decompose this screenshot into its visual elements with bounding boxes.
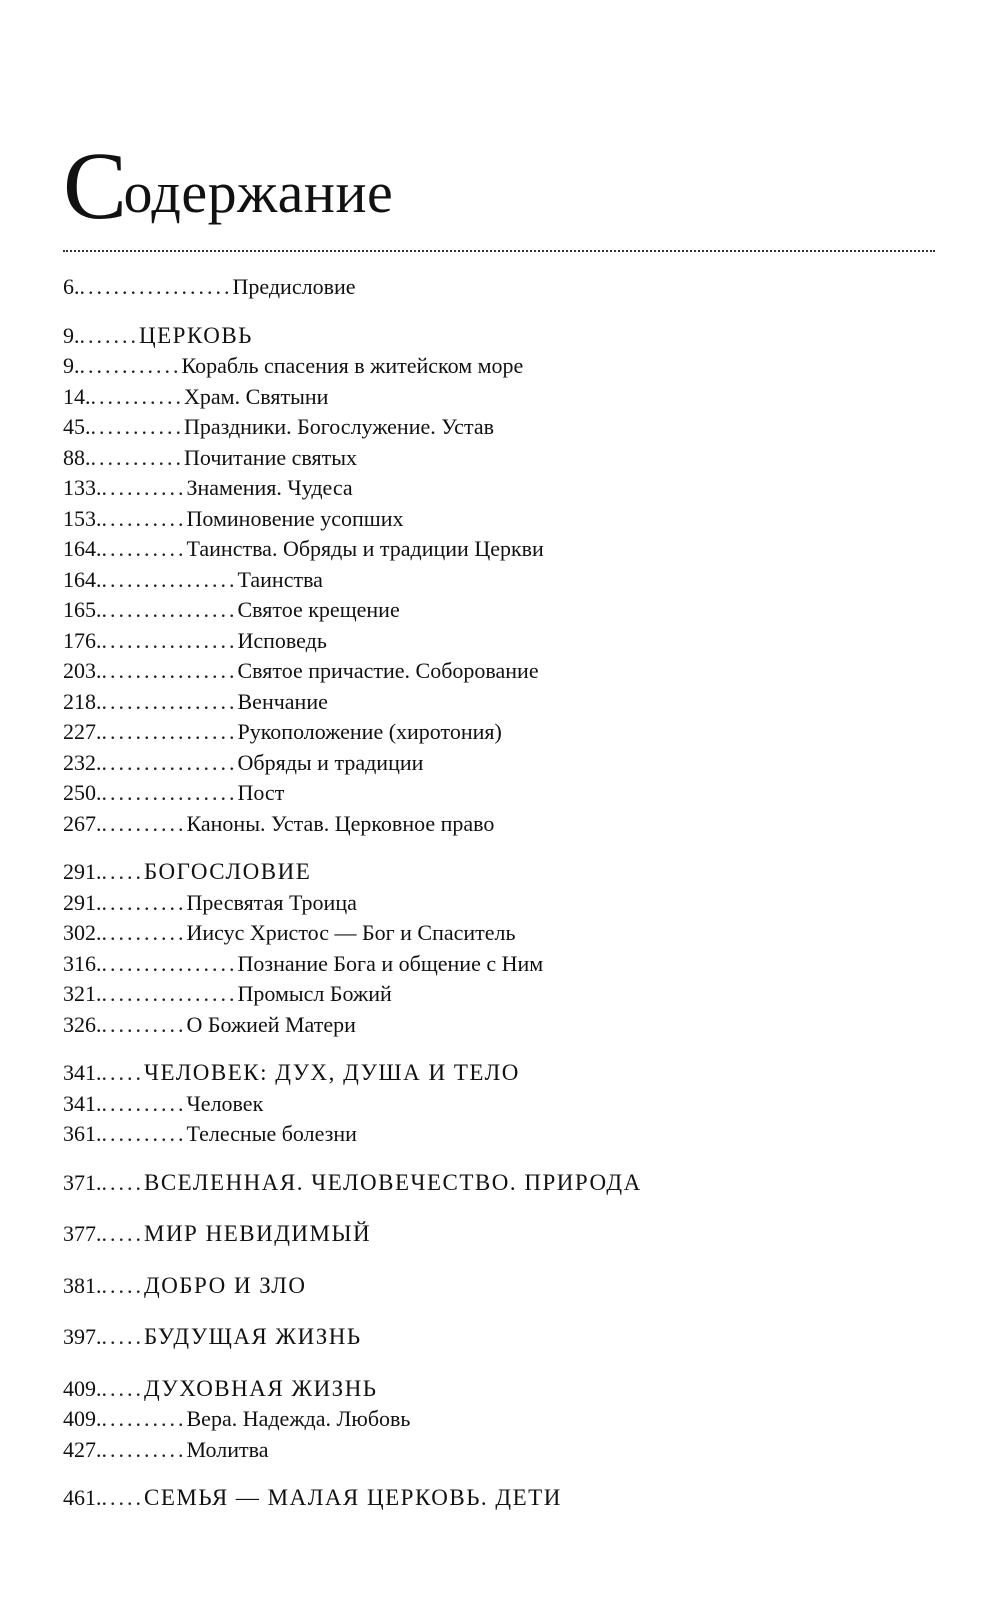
toc-leader: ..... xyxy=(101,1060,144,1085)
toc-page-number: 341. xyxy=(63,1090,102,1116)
toc-entry xyxy=(63,504,943,535)
toc-label: Исповедь xyxy=(237,627,327,653)
toc-section xyxy=(63,1374,943,1405)
toc-label: Святое причастие. Соборование xyxy=(237,658,539,683)
toc-leader: ................ xyxy=(101,981,238,1006)
toc-page-number: 165. xyxy=(63,597,102,622)
toc-page-number: 267. xyxy=(63,810,102,836)
toc-page-number: 133. xyxy=(63,475,102,500)
toc-leader: ..... xyxy=(101,1272,144,1298)
toc-entry xyxy=(63,748,943,779)
toc-page-number: 176. xyxy=(63,627,102,653)
toc-section xyxy=(63,1483,943,1514)
toc-label: Познание Бога и общение с Ним xyxy=(237,950,544,976)
toc-leader: .......... xyxy=(101,920,187,945)
toc-page-number: 381. xyxy=(63,1272,102,1298)
toc-page-number: 164. xyxy=(63,566,102,592)
toc-page-number: 427. xyxy=(63,1436,102,1462)
toc-label: Венчание xyxy=(237,688,328,714)
title-initial: С xyxy=(63,132,128,239)
toc-label: О Божией Матери xyxy=(186,1011,356,1037)
toc-leader: ........... xyxy=(90,444,184,470)
toc-leader: ..... xyxy=(101,1375,144,1401)
toc-page-number: 461. xyxy=(63,1485,102,1510)
toc-leader: ................ xyxy=(101,749,238,775)
toc-page-number: 218. xyxy=(63,688,102,714)
toc-entry xyxy=(63,1119,943,1150)
toc-leader: ....... xyxy=(79,322,139,348)
toc-page-number: 341. xyxy=(63,1060,102,1085)
toc-leader: ................ xyxy=(101,719,238,744)
toc-leader: .......... xyxy=(101,1121,187,1146)
toc-leader: .......... xyxy=(101,889,187,915)
toc-section xyxy=(63,1058,943,1089)
toc-page-number: 14. xyxy=(63,383,91,409)
toc-leader: .......... xyxy=(101,536,187,561)
toc-label: МИР НЕВИДИМЫЙ xyxy=(144,1221,372,1246)
toc-leader: ..... xyxy=(101,859,144,884)
toc-entry xyxy=(63,888,943,919)
toc-leader: .......... xyxy=(101,1011,187,1037)
toc-entry xyxy=(63,656,943,687)
toc-entry xyxy=(63,1435,943,1466)
toc-entry xyxy=(63,717,943,748)
toc-label: Корабль спасения в житейском море xyxy=(181,353,524,378)
toc-label: Святое крещение xyxy=(237,597,400,622)
toc-page-number: 371. xyxy=(63,1169,102,1195)
toc-page-number: 227. xyxy=(63,719,102,744)
toc-entry xyxy=(63,534,943,565)
toc-label: Иисус Христос — Бог и Спаситель xyxy=(186,920,516,945)
toc-page-number: 316. xyxy=(63,950,102,976)
toc-page-number: 9. xyxy=(63,322,80,348)
toc-leader: .......... xyxy=(101,1436,187,1462)
toc-entry xyxy=(63,809,943,840)
toc-leader: ..... xyxy=(101,1324,144,1349)
toc-page-number: 232. xyxy=(63,749,102,775)
toc-leader: ........... xyxy=(90,383,184,409)
toc-entry xyxy=(63,918,943,949)
toc-entry xyxy=(63,565,943,596)
toc-entry xyxy=(63,351,943,382)
toc-leader: .......... xyxy=(101,1090,187,1116)
toc-entry xyxy=(63,949,943,980)
toc-page-number: 377. xyxy=(63,1221,102,1246)
toc-page-number: 409. xyxy=(63,1375,102,1401)
toc-page-number: 409. xyxy=(63,1406,102,1431)
toc-page-number: 88. xyxy=(63,444,91,470)
toc-label: БОГОСЛОВИЕ xyxy=(144,859,312,884)
toc-label: БУДУЩАЯ ЖИЗНЬ xyxy=(144,1324,362,1349)
toc-page-number: 203. xyxy=(63,658,102,683)
toc-leader: ................ xyxy=(101,627,238,653)
toc-entry xyxy=(63,778,943,809)
toc-leader: .......... xyxy=(101,1406,187,1431)
toc-leader: ................ xyxy=(101,597,238,622)
toc-entry xyxy=(63,595,943,626)
toc-section xyxy=(63,1322,943,1353)
toc-label: Пресвятая Троица xyxy=(186,889,357,915)
toc-page-number: 164. xyxy=(63,536,102,561)
toc-entry xyxy=(63,979,943,1010)
toc-leader: .......... xyxy=(101,505,187,531)
toc-entry xyxy=(63,1404,943,1435)
toc-label: Праздники. Богослужение. Устав xyxy=(184,414,494,439)
toc-label: ДОБРО И ЗЛО xyxy=(144,1272,307,1298)
toc-entry xyxy=(63,382,943,413)
dotted-divider xyxy=(63,250,935,252)
toc-label: Каноны. Устав. Церковное право xyxy=(186,810,495,836)
toc-leader: ................ xyxy=(101,950,238,976)
toc-entry xyxy=(63,1010,943,1041)
toc-leader: .................. xyxy=(79,274,233,299)
toc-label: Телесные болезни xyxy=(186,1121,357,1146)
toc-label: Почитание святых xyxy=(184,444,357,470)
toc-entry xyxy=(63,272,943,303)
toc-page-number: 361. xyxy=(63,1121,102,1146)
toc-label: Рукоположение (хиротония) xyxy=(237,719,502,744)
toc-label: ВСЕЛЕННАЯ. ЧЕЛОВЕЧЕСТВО. ПРИРОДА xyxy=(144,1169,642,1195)
toc-page-number: 9. xyxy=(63,353,80,378)
toc-label: Предисловие xyxy=(232,274,356,299)
toc-page-number: 291. xyxy=(63,859,102,884)
toc-entry xyxy=(63,412,943,443)
toc-entry xyxy=(63,473,943,504)
toc-leader: ................ xyxy=(101,688,238,714)
toc-label: Поминовение усопших xyxy=(186,505,404,531)
toc-label: Знамения. Чудеса xyxy=(186,475,353,500)
toc-label: Пост xyxy=(237,780,285,805)
title-rest: одержание xyxy=(123,160,394,225)
toc-label: ЧЕЛОВЕК: ДУХ, ДУША И ТЕЛО xyxy=(144,1060,520,1085)
toc-label: Обряды и традиции xyxy=(237,749,424,775)
toc-entry xyxy=(63,1089,943,1120)
toc-page-number: 397. xyxy=(63,1324,102,1349)
toc-label: Молитва xyxy=(186,1436,269,1462)
toc-label: ДУХОВНАЯ ЖИЗНЬ xyxy=(144,1375,378,1401)
toc-page-number: 321. xyxy=(63,981,102,1006)
toc-page-number: 153. xyxy=(63,505,102,531)
toc-leader: ............ xyxy=(79,353,182,378)
toc-entry xyxy=(63,626,943,657)
toc-entry xyxy=(63,687,943,718)
toc-label: Вера. Надежда. Любовь xyxy=(186,1406,411,1431)
toc-page-number: 6. xyxy=(63,274,80,299)
toc-page-number: 291. xyxy=(63,889,102,915)
toc-label: Таинства. Обряды и традиции Церкви xyxy=(186,536,544,561)
toc-label: Таинства xyxy=(237,566,323,592)
toc-leader: ................ xyxy=(101,780,238,805)
toc-label: ЦЕРКОВЬ xyxy=(139,322,253,348)
toc-section xyxy=(63,1219,943,1250)
toc-leader: ........... xyxy=(90,414,184,439)
toc-label: Человек xyxy=(186,1090,264,1116)
toc-page-number: 326. xyxy=(63,1011,102,1037)
toc-label: Храм. Святыни xyxy=(184,383,329,409)
table-of-contents xyxy=(63,272,943,1514)
toc-label: СЕМЬЯ — МАЛАЯ ЦЕРКОВЬ. ДЕТИ xyxy=(144,1485,562,1510)
toc-leader: ..... xyxy=(101,1485,144,1510)
toc-page-number: 250. xyxy=(63,780,102,805)
toc-section xyxy=(63,321,943,352)
toc-section xyxy=(63,1271,943,1302)
toc-leader: .......... xyxy=(101,810,187,836)
toc-leader: ................ xyxy=(101,566,238,592)
toc-page-number: 45. xyxy=(63,414,91,439)
toc-leader: .......... xyxy=(101,475,187,500)
toc-entry xyxy=(63,443,943,474)
toc-label: Промысл Божий xyxy=(237,981,392,1006)
page-title xyxy=(63,132,394,239)
toc-section xyxy=(63,1168,943,1199)
toc-page-number: 302. xyxy=(63,920,102,945)
toc-leader: ................ xyxy=(101,658,238,683)
toc-leader: ..... xyxy=(101,1169,144,1195)
toc-leader: ..... xyxy=(101,1221,144,1246)
toc-section xyxy=(63,857,943,888)
